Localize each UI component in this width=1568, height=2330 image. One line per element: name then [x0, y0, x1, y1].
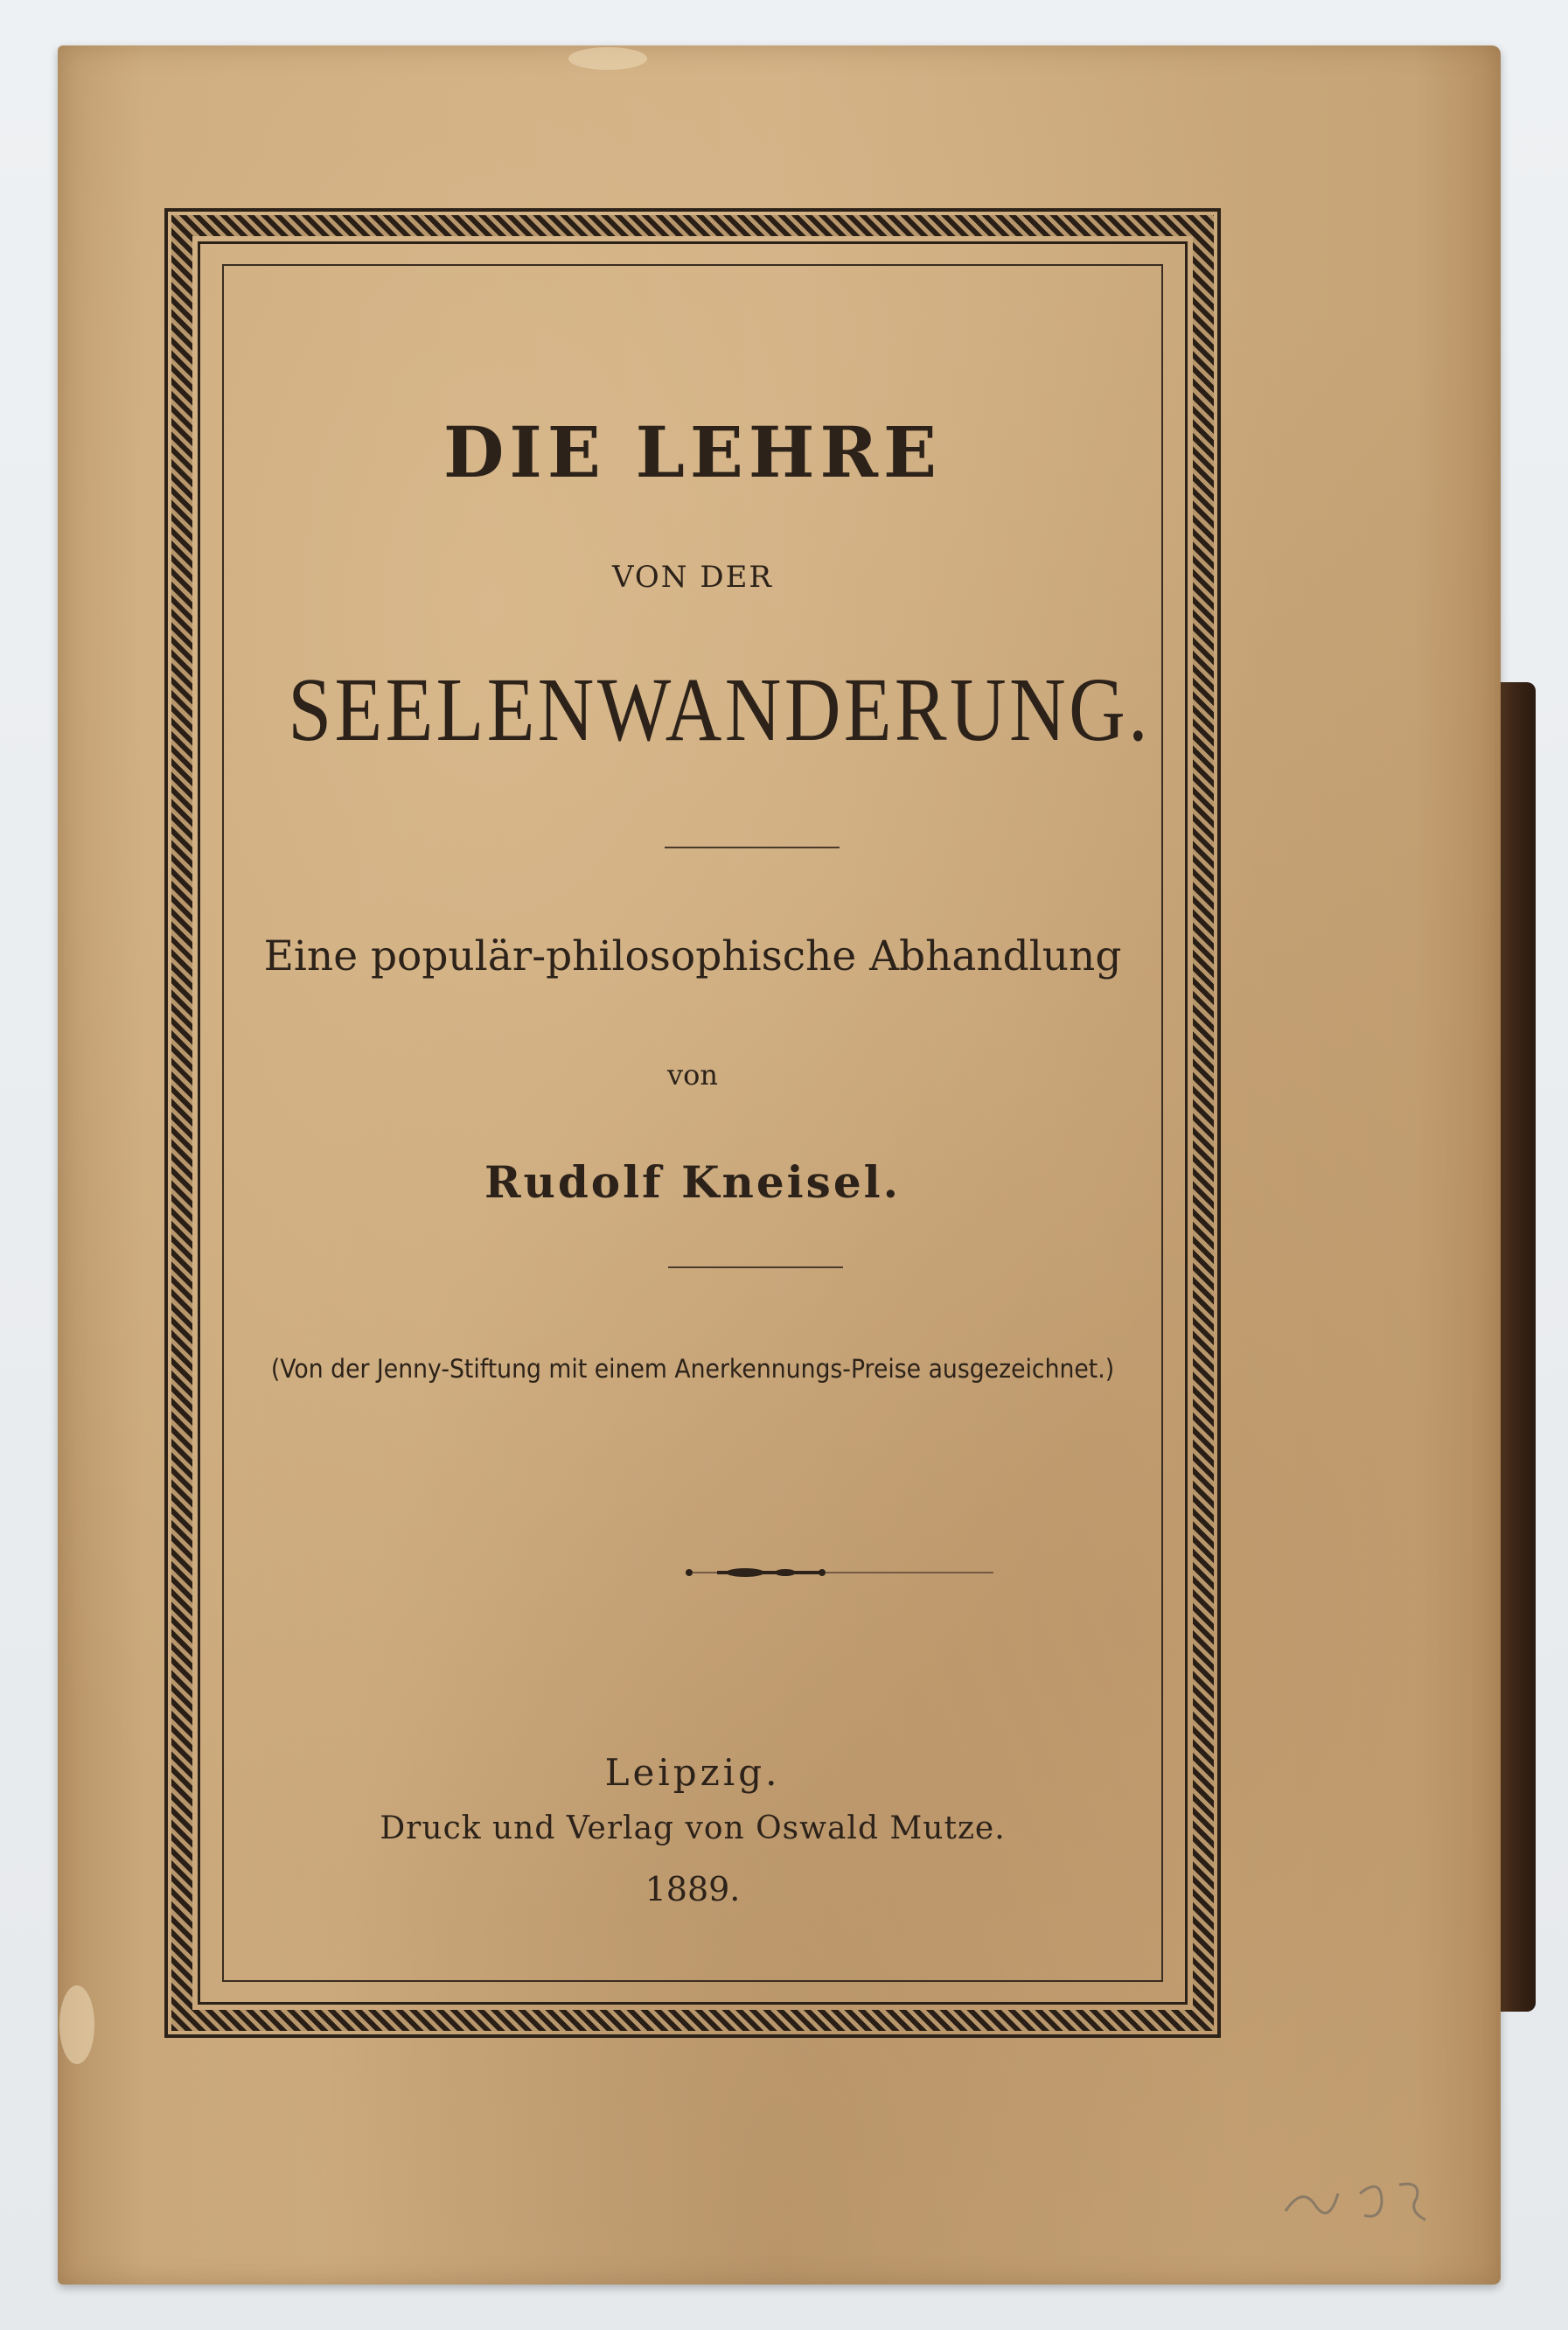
- publication-year: 1889.: [645, 1870, 741, 1908]
- border-frame-innermost: [222, 264, 1163, 1982]
- publisher: Druck und Verlag von Oswald Mutze.: [380, 1810, 1006, 1846]
- cover-wear-left: [59, 1985, 94, 2064]
- title-line-2: VON DER: [611, 560, 774, 595]
- divider-rule: [668, 1266, 843, 1268]
- ornament-divider-icon: [682, 1562, 997, 1583]
- title-line-3: SEELENWANDERUNG.: [288, 659, 1151, 760]
- by-line: von: [667, 1058, 718, 1092]
- title-line-1: DIE LEHRE: [443, 411, 942, 493]
- publication-place: Leipzig.: [604, 1751, 781, 1794]
- pencil-marking: [1277, 2159, 1434, 2229]
- divider-rule: [665, 847, 840, 848]
- author-name: Rudolf Kneisel.: [484, 1156, 902, 1208]
- award-note: (Von der Jenny-Stiftung mit einem Anerkennungs-Preise ausgezeichnet.): [270, 1354, 1115, 1384]
- cover-wear-top: [568, 47, 647, 70]
- subtitle: Eine populär-philosophische Abhandlung: [263, 932, 1122, 980]
